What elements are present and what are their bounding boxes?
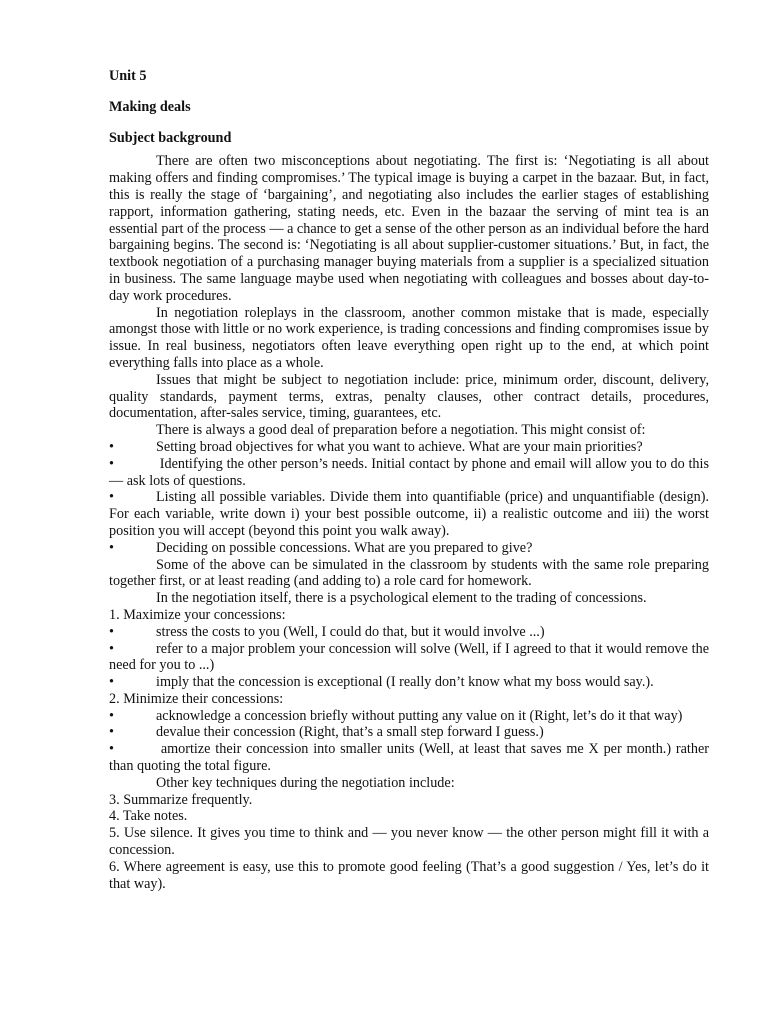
bullet-marker: • [109,674,114,691]
list-item-text: Setting broad objectives for what you want to achieve. What are your main priorities? [156,438,643,455]
bullet-marker: • [109,455,114,472]
list-item-text: refer to a major problem your concession will solve (Well, if I agreed to that it would remove the need for you to ...) [109,640,709,674]
list-item [109,641,709,675]
paragraph-techniques: Other key techniques during the negotiation include: [156,774,455,791]
section-heading: Subject background [109,129,232,146]
list-item [109,724,709,741]
bullet-marker: • [109,623,114,640]
paragraph-misconceptions: There are often two misconceptions about negotiating. The first is: ‘Negotiating is all about making offers and finding compromises.’ The typical image is buying a carpet in the bazaar. But, in fact, this is really the stage of ‘bargaining’, and negotiating also includes the earlier stages of establishing rapport, information gathering, stating needs, etc. Even in the bazaar the serving of mint tea is an essential part of the process — a chance to get a sense of the other person as an individual before the hard bargaining begins. The second is: ‘Negotiating is all about supplier-customer situations.’ But, in fact, the textbook negotiation of a purchasing manager buying materials from a supplier is a specialized situation in business. The same language maybe used when negotiating with colleagues and bosses about day-to-day work procedures. [109,153,709,304]
list-item [109,741,709,775]
bullet-marker: • [109,539,114,556]
paragraph-issues: Issues that might be subject to negotiation include: price, minimum order, discount, delivery, quality standards, payment terms, extras, penalty clauses, other contract details, procedures, documentation, after-sales service, timing, guarantees, etc. [109,371,709,422]
list-item [109,540,709,557]
list-item [109,674,709,691]
document-page [109,68,709,892]
list-heading-maximize: 1. Maximize your concessions: [109,606,286,623]
list-item [109,456,709,490]
list-item [109,439,709,456]
bullet-marker: • [109,724,114,741]
unit-heading: Unit 5 [109,68,147,84]
bullet-marker: • [109,489,114,506]
list-heading-minimize: 2. Minimize their concessions: [109,690,284,707]
list-item-text: Identifying the other person’s needs. Initial contact by phone and email will allow you to do this — ask lots of questions. [109,455,709,489]
technique-item: 5. Use silence. It gives you time to think and — you never know — the other person might fill it with a concession. [109,825,709,859]
paragraph-roleplays: In negotiation roleplays in the classroom, another common mistake that is made, especially amongst those with little or no work experience, is trading concessions and finding compromises issue by issue. In real business, negotiators often leave everything open right up to the end, at which point everything falls into place as a whole. [109,304,709,371]
list-item [109,708,709,725]
page-title: Making deals [109,98,191,115]
paragraph-preparation: There is always a good deal of preparation before a negotiation. This might consist of: [156,422,646,439]
list-item [109,624,709,641]
technique-item: 3. Summarize frequently. [109,791,253,808]
technique-item: 6. Where agreement is easy, use this to promote good feeling (That’s a good suggestion / Yes, let’s do it that way). [109,858,709,892]
bullet-marker: • [109,640,114,657]
list-item-text: amortize their concession into smaller units (Well, at least that saves me X per month.) rather than quoting the total figure. [109,741,709,775]
bullet-marker: • [109,741,114,758]
bullet-marker: • [109,438,114,455]
bullet-marker: • [109,707,114,724]
list-item-text: Listing all possible variables. Divide them into quantifiable (price) and unquantifiable (design). For each variable, write down i) your best possible outcome, ii) a realistic outcome and iii) the worst position you will accept (beyond this point you walk away). [109,489,709,539]
technique-item: 4. Take notes. [109,808,188,825]
list-item-text: Deciding on possible concessions. What are you prepared to give? [156,539,533,556]
list-item-text: devalue their concession (Right, that’s a small step forward I guess.) [156,724,544,741]
list-item-text: stress the costs to you (Well, I could do that, but it would involve ...) [156,623,545,640]
paragraph-simulation: Some of the above can be simulated in the classroom by students with the same role preparing together first, or at least reading (and adding to) a role card for homework. [109,556,709,590]
list-item-text: acknowledge a concession briefly without putting any value on it (Right, let’s do it that way) [156,707,683,724]
list-item [109,489,709,539]
list-item-text: imply that the concession is exceptional (I really don’t know what my boss would say.). [156,674,654,691]
paragraph-psychological: In the negotiation itself, there is a psychological element to the trading of concessions. [156,590,647,607]
